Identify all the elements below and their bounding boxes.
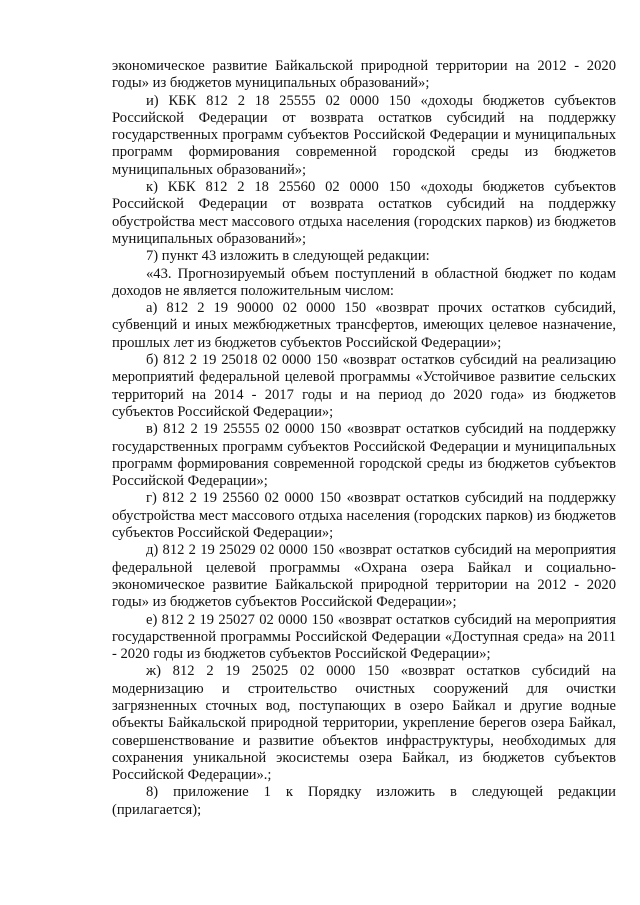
paragraph-item-k: к) КБК 812 2 18 25560 02 0000 150 «доходы бюджетов субъектов Российской Федерации от возврата остатков субсидий на поддержку обустройства мест массового отдыха населения (городских парков) из бюджетов муниципальных образований»; [112, 179, 616, 247]
paragraph-item-e: е) 812 2 19 25027 02 0000 150 «возврат остатков субсидий на мероприятия государственной программы Российской Федерации «Доступная среда» на 2011 - 2020 годы из бюджетов субъектов Российской Федерации»; [112, 611, 616, 663]
paragraph-item-g: г) 812 2 19 25560 02 0000 150 «возврат остатков субсидий на поддержку обустройства мест массового отдыха населения (городских парков) из бюджетов субъектов Российской Федерации»; [112, 490, 616, 542]
paragraph-item-b: б) 812 2 19 25018 02 0000 150 «возврат остатков субсидий на реализацию мероприятий федеральной целевой программы «Устойчивое развитие сельских территорий на 2014 - 2017 годы и на период до 2020 года» из бюджетов субъектов Российской Федерации»; [112, 352, 616, 420]
paragraph-item-a: а) 812 2 19 90000 02 0000 150 «возврат прочих остатков субсидий, субвенций и иных межбюджетных трансфертов, имеющих целевое назначение, прошлых лет из бюджетов субъектов Российской Федерации»; [112, 300, 616, 351]
document-body [112, 58, 616, 819]
paragraph-clause-43: «43. Прогнозируемый объем поступлений в областной бюджет по кодам доходов не является положительным числом: [112, 265, 616, 299]
paragraph-item-v: в) 812 2 19 25555 02 0000 150 «возврат остатков субсидий на поддержку государственных программ субъектов Российской Федерации и муниципальных программ формирования современной городской среды из бюджетов субъектов Российской Федерации»; [112, 421, 616, 490]
paragraph-point-7: 7) пункт 43 изложить в следующей редакции: [146, 248, 430, 265]
paragraph-point-8: 8) приложение 1 к Порядку изложить в следующей редакции (прилагается); [112, 784, 616, 818]
paragraph-item-d: д) 812 2 19 25029 02 0000 150 «возврат остатков субсидий на мероприятия федеральной целевой программы «Охрана озера Байкал и социально-экономическое развитие Байкальской природной территории на 2012 - 2020 годы» из бюджетов субъектов Российской Федерации»; [112, 542, 616, 611]
paragraph-item-zh: ж) 812 2 19 25025 02 0000 150 «возврат остатков субсидий на модернизацию и строительство очистных сооружений для очистки загрязненных сточных вод, поступающих в озеро Байкал и другие водные объекты Байкальской природной территории, укрепление берегов озера Байкал, совершенствование и развитие объектов инфраструктуры, необходимых для сохранения уникальной экосистемы озера Байкал, из бюджетов субъектов Российской Федерации».; [112, 663, 616, 784]
paragraph-continuation: экономическое развитие Байкальской природной территории на 2012 - 2020 годы» из бюджетов муниципальных образований»; [112, 58, 616, 92]
paragraph-item-i: и) КБК 812 2 18 25555 02 0000 150 «доходы бюджетов субъектов Российской Федерации от возврата остатков субсидий на поддержку государственных программ субъектов Российской Федерации и муниципальных программ формирования современной городской среды из бюджетов муниципальных образований»; [112, 92, 616, 178]
